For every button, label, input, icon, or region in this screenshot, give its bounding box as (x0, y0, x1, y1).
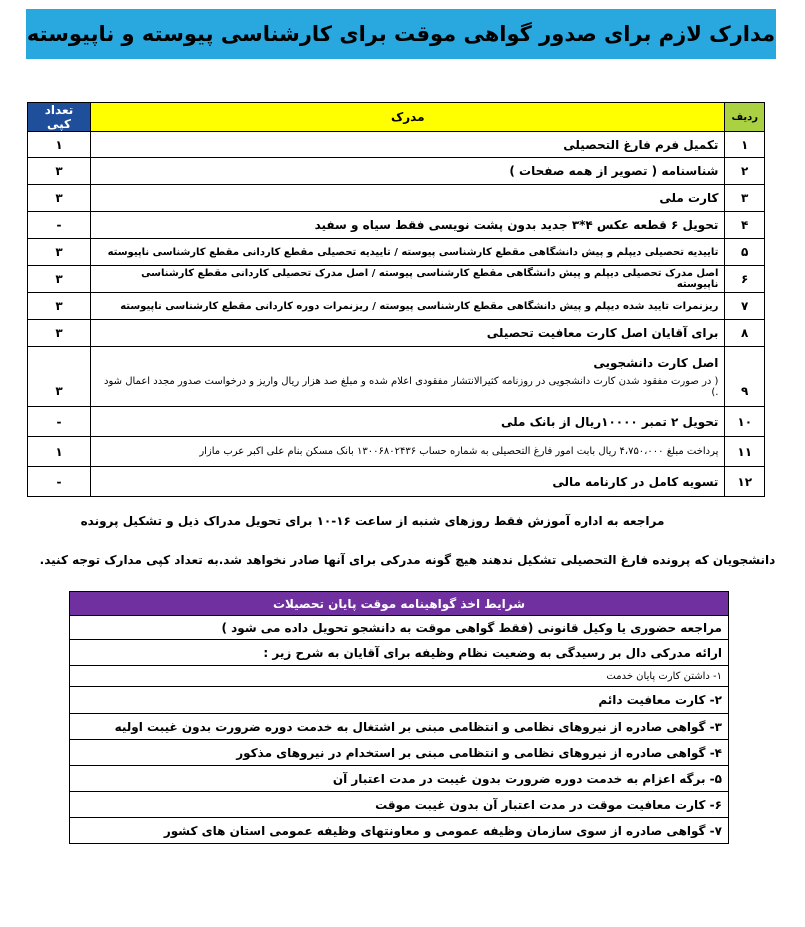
table-row (70, 818, 729, 844)
row-count: ۳ (28, 266, 91, 293)
condition-item: ۶- کارت معافیت موقت در مدت اعتبار آن بدون غیبت موقت (70, 792, 729, 818)
condition-item: ۱- داشتن کارت پایان خدمت (70, 666, 729, 687)
table-row (28, 320, 765, 347)
row-document: ریزنمرات تایید شده دیپلم و پیش دانشگاهی مقطع کارشناسی پیوسته / ریزنمرات دوره کاردانی مقطع کارشناسی ناپیوسته (91, 293, 725, 320)
condition-item: ۳- گواهی صادره از نیروهای نظامی و انتظامی مبنی بر اشتغال به خدمت دوره ضرورت بدون غیبت اولیه (70, 714, 729, 740)
condition-item: مراجعه حضوری یا وکیل قانونی (فقط گواهی موقت به دانشجو تحویل داده می شود ) (70, 616, 729, 640)
row-number: ۶ (725, 266, 765, 293)
office-visit-note: مراجعه به اداره آموزش فقط روزهای شنبه از ساعت ۱۶-۱۰ برای تحویل مدراک ذیل و تشکیل پرونده (80, 514, 665, 528)
row-count: ۳ (28, 320, 91, 347)
table-row (28, 266, 765, 293)
table-row (28, 437, 765, 467)
row-count: ۱ (28, 437, 91, 467)
header-document: مدرک (91, 103, 725, 132)
row-count: ۳ (28, 185, 91, 212)
row-document: تاییدیه تحصیلی دیپلم و پیش دانشگاهی مقطع کارشناسی پیوسته / تاییدیه تحصیلی مقطع کاردانی مقطع کارشناسی ناپیوسته (91, 239, 725, 266)
table-row (28, 407, 765, 437)
row-count: ۳ (28, 293, 91, 320)
table-row (28, 467, 765, 497)
row-document: اصل کارت دانشجویی (593, 355, 719, 370)
header-row-number: ردیف (725, 103, 765, 132)
row-document-note: ( در صورت مفقود شدن کارت دانشجویی در روزنامه کثیرالانتشار مفقودی اعلام شده و مبلغ صد هزار ریال واریز و درخواست صدور مجدد اعمال شود .) (104, 375, 719, 398)
condition-item: ۲- کارت معافیت دائم (70, 687, 729, 714)
row-document: برای آقایان اصل کارت معافیت تحصیلی (91, 320, 725, 347)
row-document: تسویه کامل در کارنامه مالی (91, 467, 725, 497)
table-row (28, 158, 765, 185)
row-number: ۷ (725, 293, 765, 320)
table-row (70, 640, 729, 666)
table-row (28, 212, 765, 239)
condition-item: ۷- گواهی صادره از سوی سازمان وظیفه عمومی و معاونتهای وظیفه عمومی استان های کشور (70, 818, 729, 844)
table-row (28, 293, 765, 320)
documents-table (27, 102, 765, 497)
table-row (70, 714, 729, 740)
table-row (70, 666, 729, 687)
row-document: تکمیل فرم فارغ التحصیلی (91, 132, 725, 158)
row-number: ۵ (725, 239, 765, 266)
condition-item: ارائه مدرکی دال بر رسیدگی به وضعیت نظام وظیفه برای آقایان به شرح زیر : (70, 640, 729, 666)
row-document: پرداخت مبلغ ۴،۷۵۰،۰۰۰ ریال بابت امور فارغ التحصیلی به شماره حساب ۱۳۰۰۶۸۰۲۴۳۶ بانک مسکن بنام علی اکبر عرب مازار (91, 437, 725, 467)
title-banner (26, 9, 776, 59)
condition-item: ۴- گواهی صادره از نیروهای نظامی و انتظامی مبنی بر استخدام در نیروهای مذکور (70, 740, 729, 766)
table-row (70, 766, 729, 792)
row-count: - (28, 467, 91, 497)
row-document: تحویل ۶ قطعه عکس ۴*۳ جدید بدون پشت نویسی فقط سیاه و سفید (91, 212, 725, 239)
row-number: ۸ (725, 320, 765, 347)
row-number: ۱۱ (725, 437, 765, 467)
documents-table-header (28, 103, 765, 132)
row-number: ۹ (725, 347, 765, 407)
row-count: ۳ (28, 158, 91, 185)
row-document: شناسنامه ( تصویر از همه صفحات ) (91, 158, 725, 185)
row-document-cell (91, 347, 725, 407)
row-document: کارت ملی (91, 185, 725, 212)
row-count: ۳ (28, 239, 91, 266)
table-row (28, 239, 765, 266)
row-number: ۱۲ (725, 467, 765, 497)
table-row (70, 740, 729, 766)
row-number: ۱ (725, 132, 765, 158)
row-count: ۳ (28, 347, 91, 407)
table-row (28, 132, 765, 158)
table-row (70, 616, 729, 640)
conditions-table-header: شرایط اخذ گواهینامه موقت پایان تحصیلات (70, 592, 729, 616)
row-number: ۲ (725, 158, 765, 185)
row-number: ۴ (725, 212, 765, 239)
row-number: ۱۰ (725, 407, 765, 437)
table-row (28, 185, 765, 212)
header-copy-count: تعداد کپی (28, 103, 91, 132)
row-document: اصل مدرک تحصیلی دیپلم و پیش دانشگاهی مقطع کارشناسی پیوسته / اصل مدرک تحصیلی کاردانی مقطع کارشناسی ناپیوسته (91, 266, 725, 293)
conditions-table-header-row (70, 592, 729, 616)
file-warning-note: دانشجویان که پرونده فارغ التحصیلی تشکیل ندهند هیچ گونه مدرکی برای آنها صادر نخواهد شد.به تعداد کپی مدارک توجه کنید. (39, 553, 776, 567)
conditions-table (69, 591, 729, 844)
page-title: مدارک لازم برای صدور گواهی موقت برای کارشناسی پیوسته و ناپیوسته (26, 22, 776, 46)
table-row (70, 792, 729, 818)
row-count: ۱ (28, 132, 91, 158)
table-row (70, 687, 729, 714)
table-row (28, 347, 765, 407)
row-number: ۳ (725, 185, 765, 212)
row-document: تحویل ۲ تمبر ۱۰۰۰۰ریال از بانک ملی (91, 407, 725, 437)
condition-item: ۵- برگه اعزام به خدمت دوره ضرورت بدون غیبت در مدت اعتبار آن (70, 766, 729, 792)
row-count: - (28, 212, 91, 239)
row-count: - (28, 407, 91, 437)
